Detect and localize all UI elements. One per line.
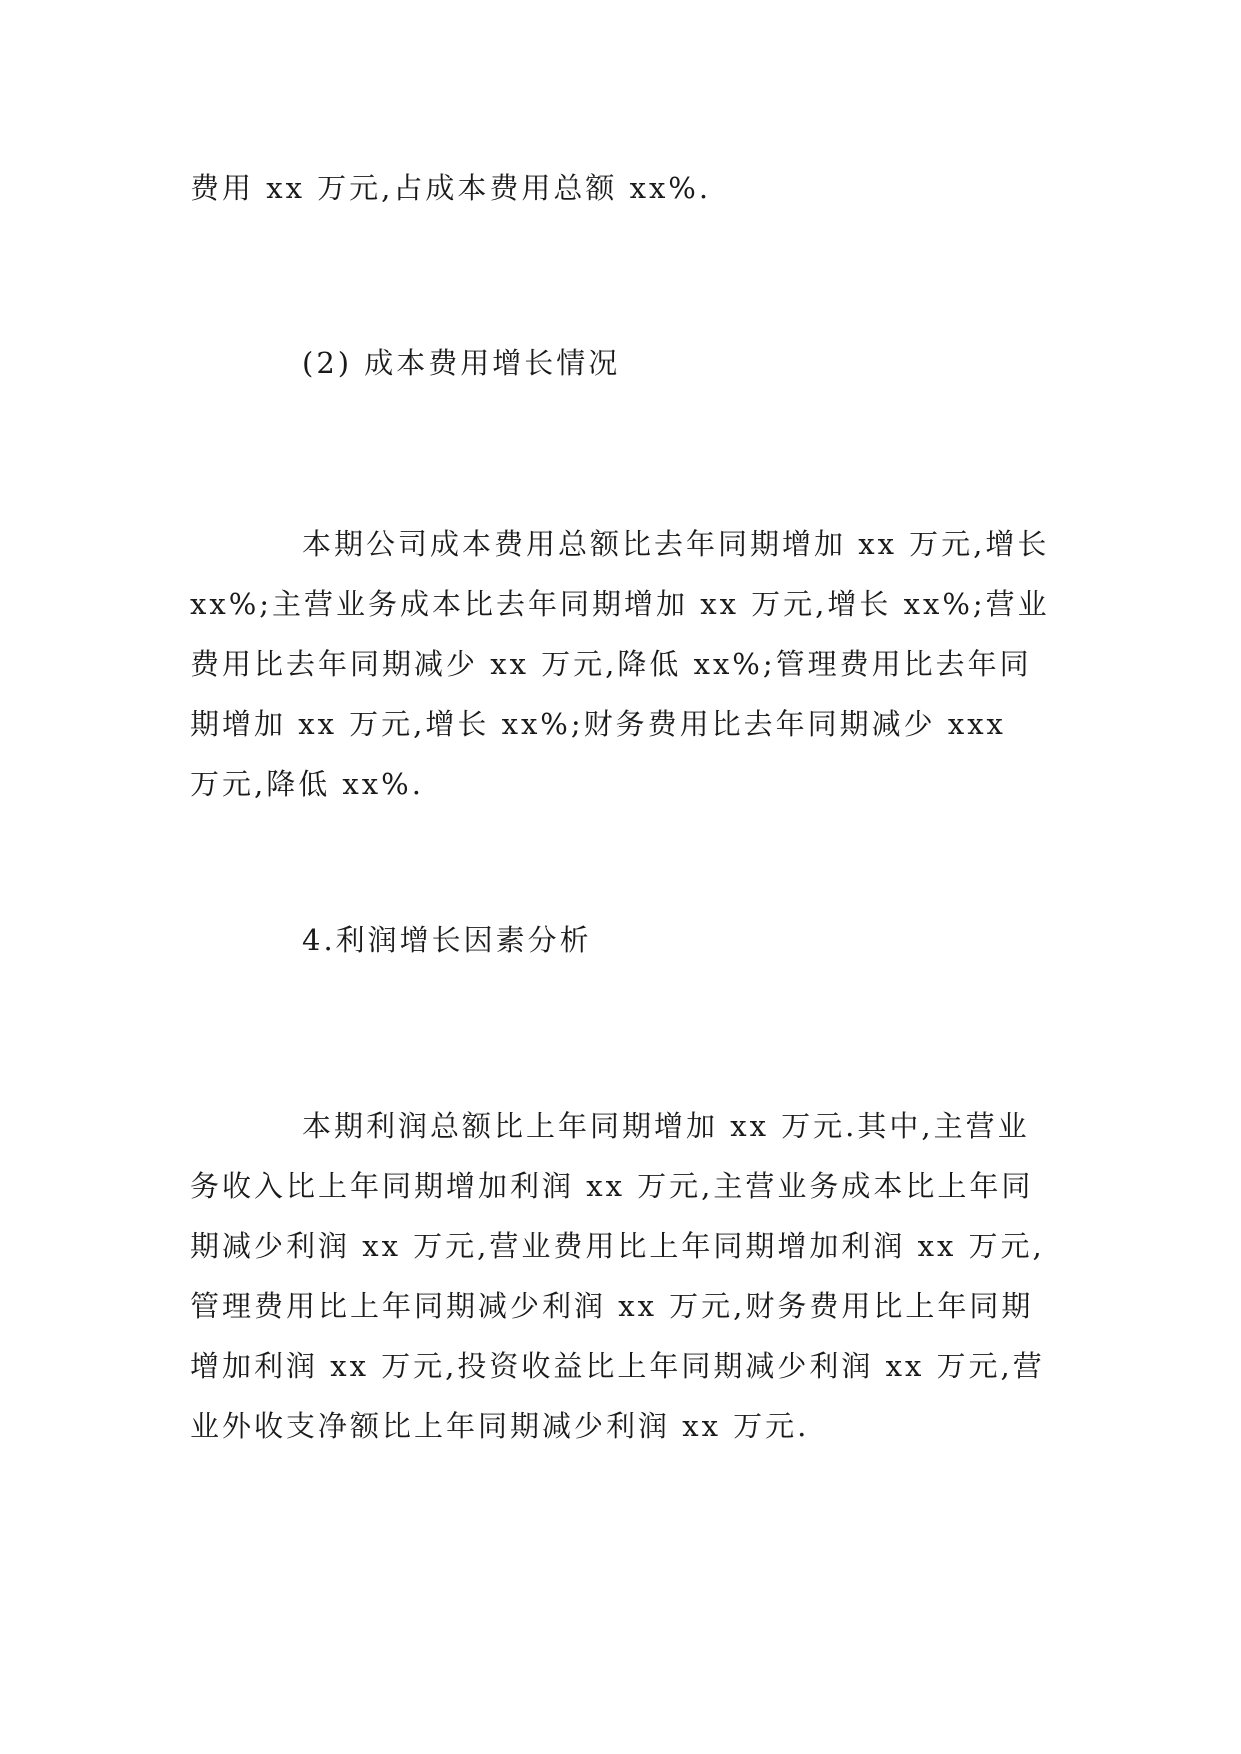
paragraph-cost-growth: 本期公司成本费用总额比去年同期增加 xx 万元,增长 xx%;主营业务成本比去年同期增加 xx 万元,增长 xx%;营业费用比去年同期减少 xx 万元,降低 xx%;管理费用比去年同期增加 xx 万元,增长 xx%;财务费用比去年同期减少 xxx 万元,降低 xx%. [190,527,1062,801]
heading-profit-growth-analysis: 4.利润增长因素分析 [302,923,592,957]
paragraph-cost-share-continuation: 费用 xx 万元,占成本费用总额 xx%. [190,171,712,205]
heading-cost-growth: (2) 成本费用增长情况 [302,346,621,380]
paragraph-profit-growth: 本期利润总额比上年同期增加 xx 万元.其中,主营业务收入比上年同期增加利润 xx 万元,主营业务成本比上年同期减少利润 xx 万元,营业费用比上年同期增加利润 xx 万元,管理费用比上年同期减少利润 xx 万元,财务费用比上年同期增加利润 xx 万元,投资收益比上年同期减少利润 xx 万元,营业外收支净额比上年同期减少利润 xx 万元. [190,1109,1045,1443]
